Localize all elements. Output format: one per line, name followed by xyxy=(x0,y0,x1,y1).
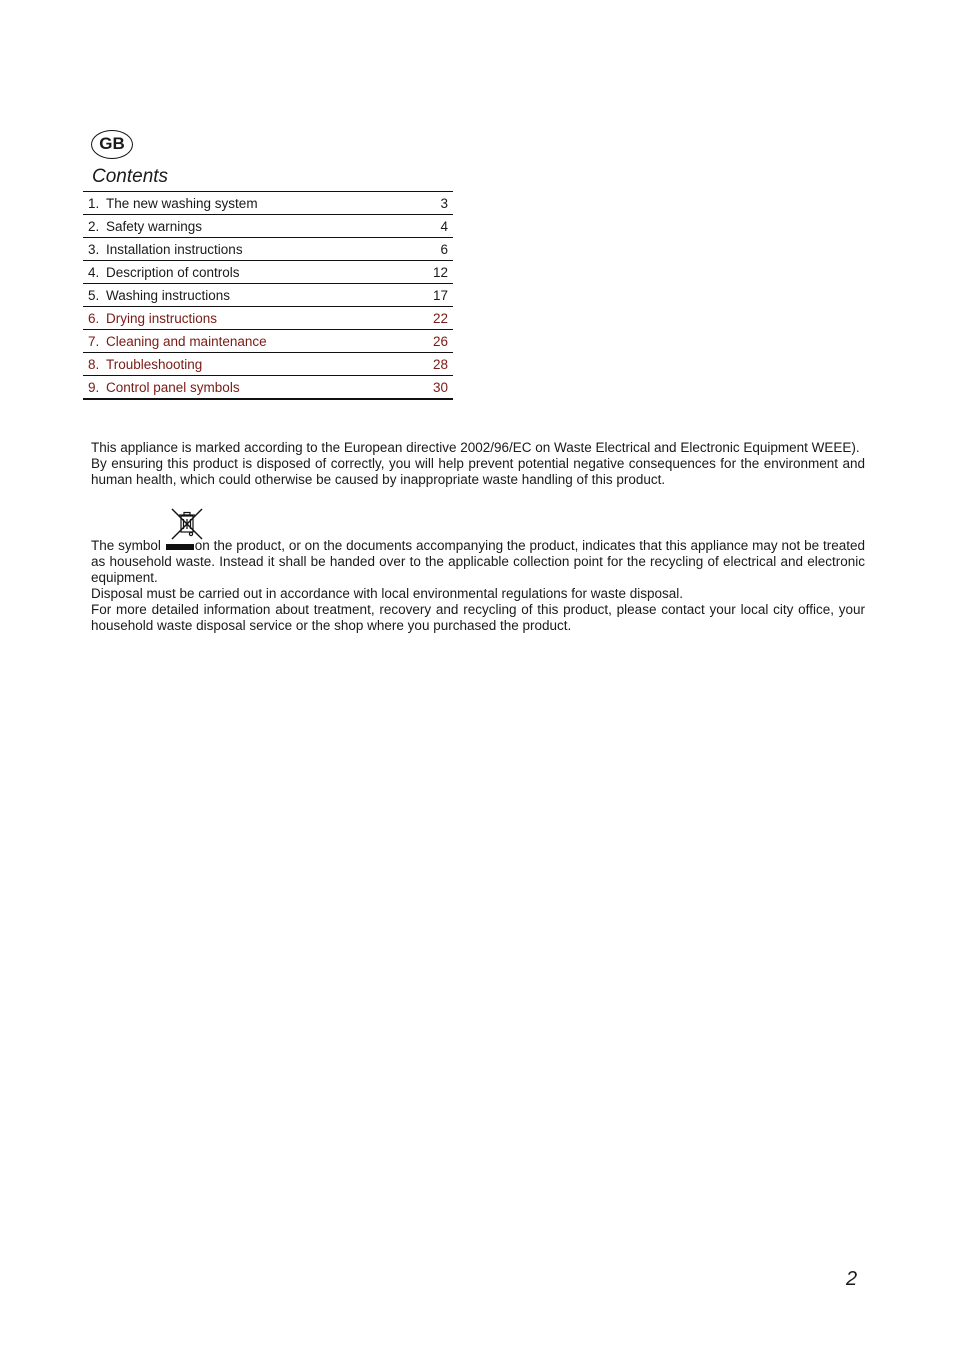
weee-symbol-suffix: on the product, or on the documents accompanying the product, indicates that this appliance may not be treated as household waste. Instead it shall be handed over to the applicable collection point for the recycling of electrical and electronic equipment. xyxy=(91,538,865,585)
toc-page: 30 xyxy=(432,379,448,395)
weee-disposal-benefit-text: By ensuring this product is disposed of correctly, you will help prevent potential negative consequences for the environment and human health, which could otherwise be caused by inappropriate waste handling of this product. xyxy=(91,456,865,487)
toc-title: Control panel symbols xyxy=(106,379,240,395)
page-number: 2 xyxy=(846,1268,858,1290)
toc-page: 28 xyxy=(432,356,448,372)
toc-row[interactable] xyxy=(83,284,453,307)
weee-regulation-text: Disposal must be carried out in accordance with local environmental regulations for waste disposal. xyxy=(91,586,684,601)
toc-title: The new washing system xyxy=(106,195,258,211)
weee-details xyxy=(91,538,865,634)
toc-row[interactable] xyxy=(83,192,453,215)
language-badge: GB xyxy=(91,130,133,159)
table-of-contents xyxy=(83,191,453,400)
toc-page: 3 xyxy=(440,195,448,211)
toc-number: 4. xyxy=(88,264,100,280)
toc-row[interactable] xyxy=(83,353,453,376)
toc-number: 1. xyxy=(88,195,100,211)
weee-contact-text: For more detailed information about treatment, recovery and recycling of this product, please contact your local city office, your household waste disposal service or the shop where you purchased the product. xyxy=(91,602,865,633)
toc-row[interactable] xyxy=(83,215,453,238)
toc-row[interactable] xyxy=(83,238,453,261)
contents-title: Contents xyxy=(92,166,169,187)
weee-intro xyxy=(91,440,865,488)
toc-title: Troubleshooting xyxy=(106,356,203,372)
toc-title: Installation instructions xyxy=(106,241,243,257)
toc-row[interactable] xyxy=(83,330,453,353)
weee-directive-text: This appliance is marked according to the European directive 2002/96/EC on Waste Electrical and Electronic Equipment WEEE). xyxy=(91,440,860,455)
crossed-out-wheelie-bin-icon xyxy=(170,507,204,541)
toc-page: 6 xyxy=(440,241,448,257)
toc-number: 5. xyxy=(88,287,100,303)
toc-number: 8. xyxy=(88,356,100,372)
toc-row[interactable] xyxy=(83,307,453,330)
toc-row[interactable] xyxy=(83,376,453,398)
toc-page: 4 xyxy=(440,218,448,234)
weee-symbol-text xyxy=(91,538,865,586)
toc-number: 9. xyxy=(88,379,100,395)
toc-page: 22 xyxy=(432,310,448,326)
toc-number: 2. xyxy=(88,218,100,234)
toc-page: 17 xyxy=(432,287,448,303)
weee-bar-icon xyxy=(166,544,194,550)
toc-page: 26 xyxy=(432,333,448,349)
toc-number: 3. xyxy=(88,241,100,257)
toc-title: Description of controls xyxy=(106,264,240,280)
toc-title: Cleaning and maintenance xyxy=(106,333,267,349)
weee-symbol-prefix: The symbol xyxy=(91,538,161,553)
toc-row[interactable] xyxy=(83,261,453,284)
toc-page: 12 xyxy=(432,264,448,280)
toc-number: 7. xyxy=(88,333,100,349)
toc-title: Drying instructions xyxy=(106,310,218,326)
toc-title: Safety warnings xyxy=(106,218,203,234)
toc-title: Washing instructions xyxy=(106,287,231,303)
toc-number: 6. xyxy=(88,310,100,326)
